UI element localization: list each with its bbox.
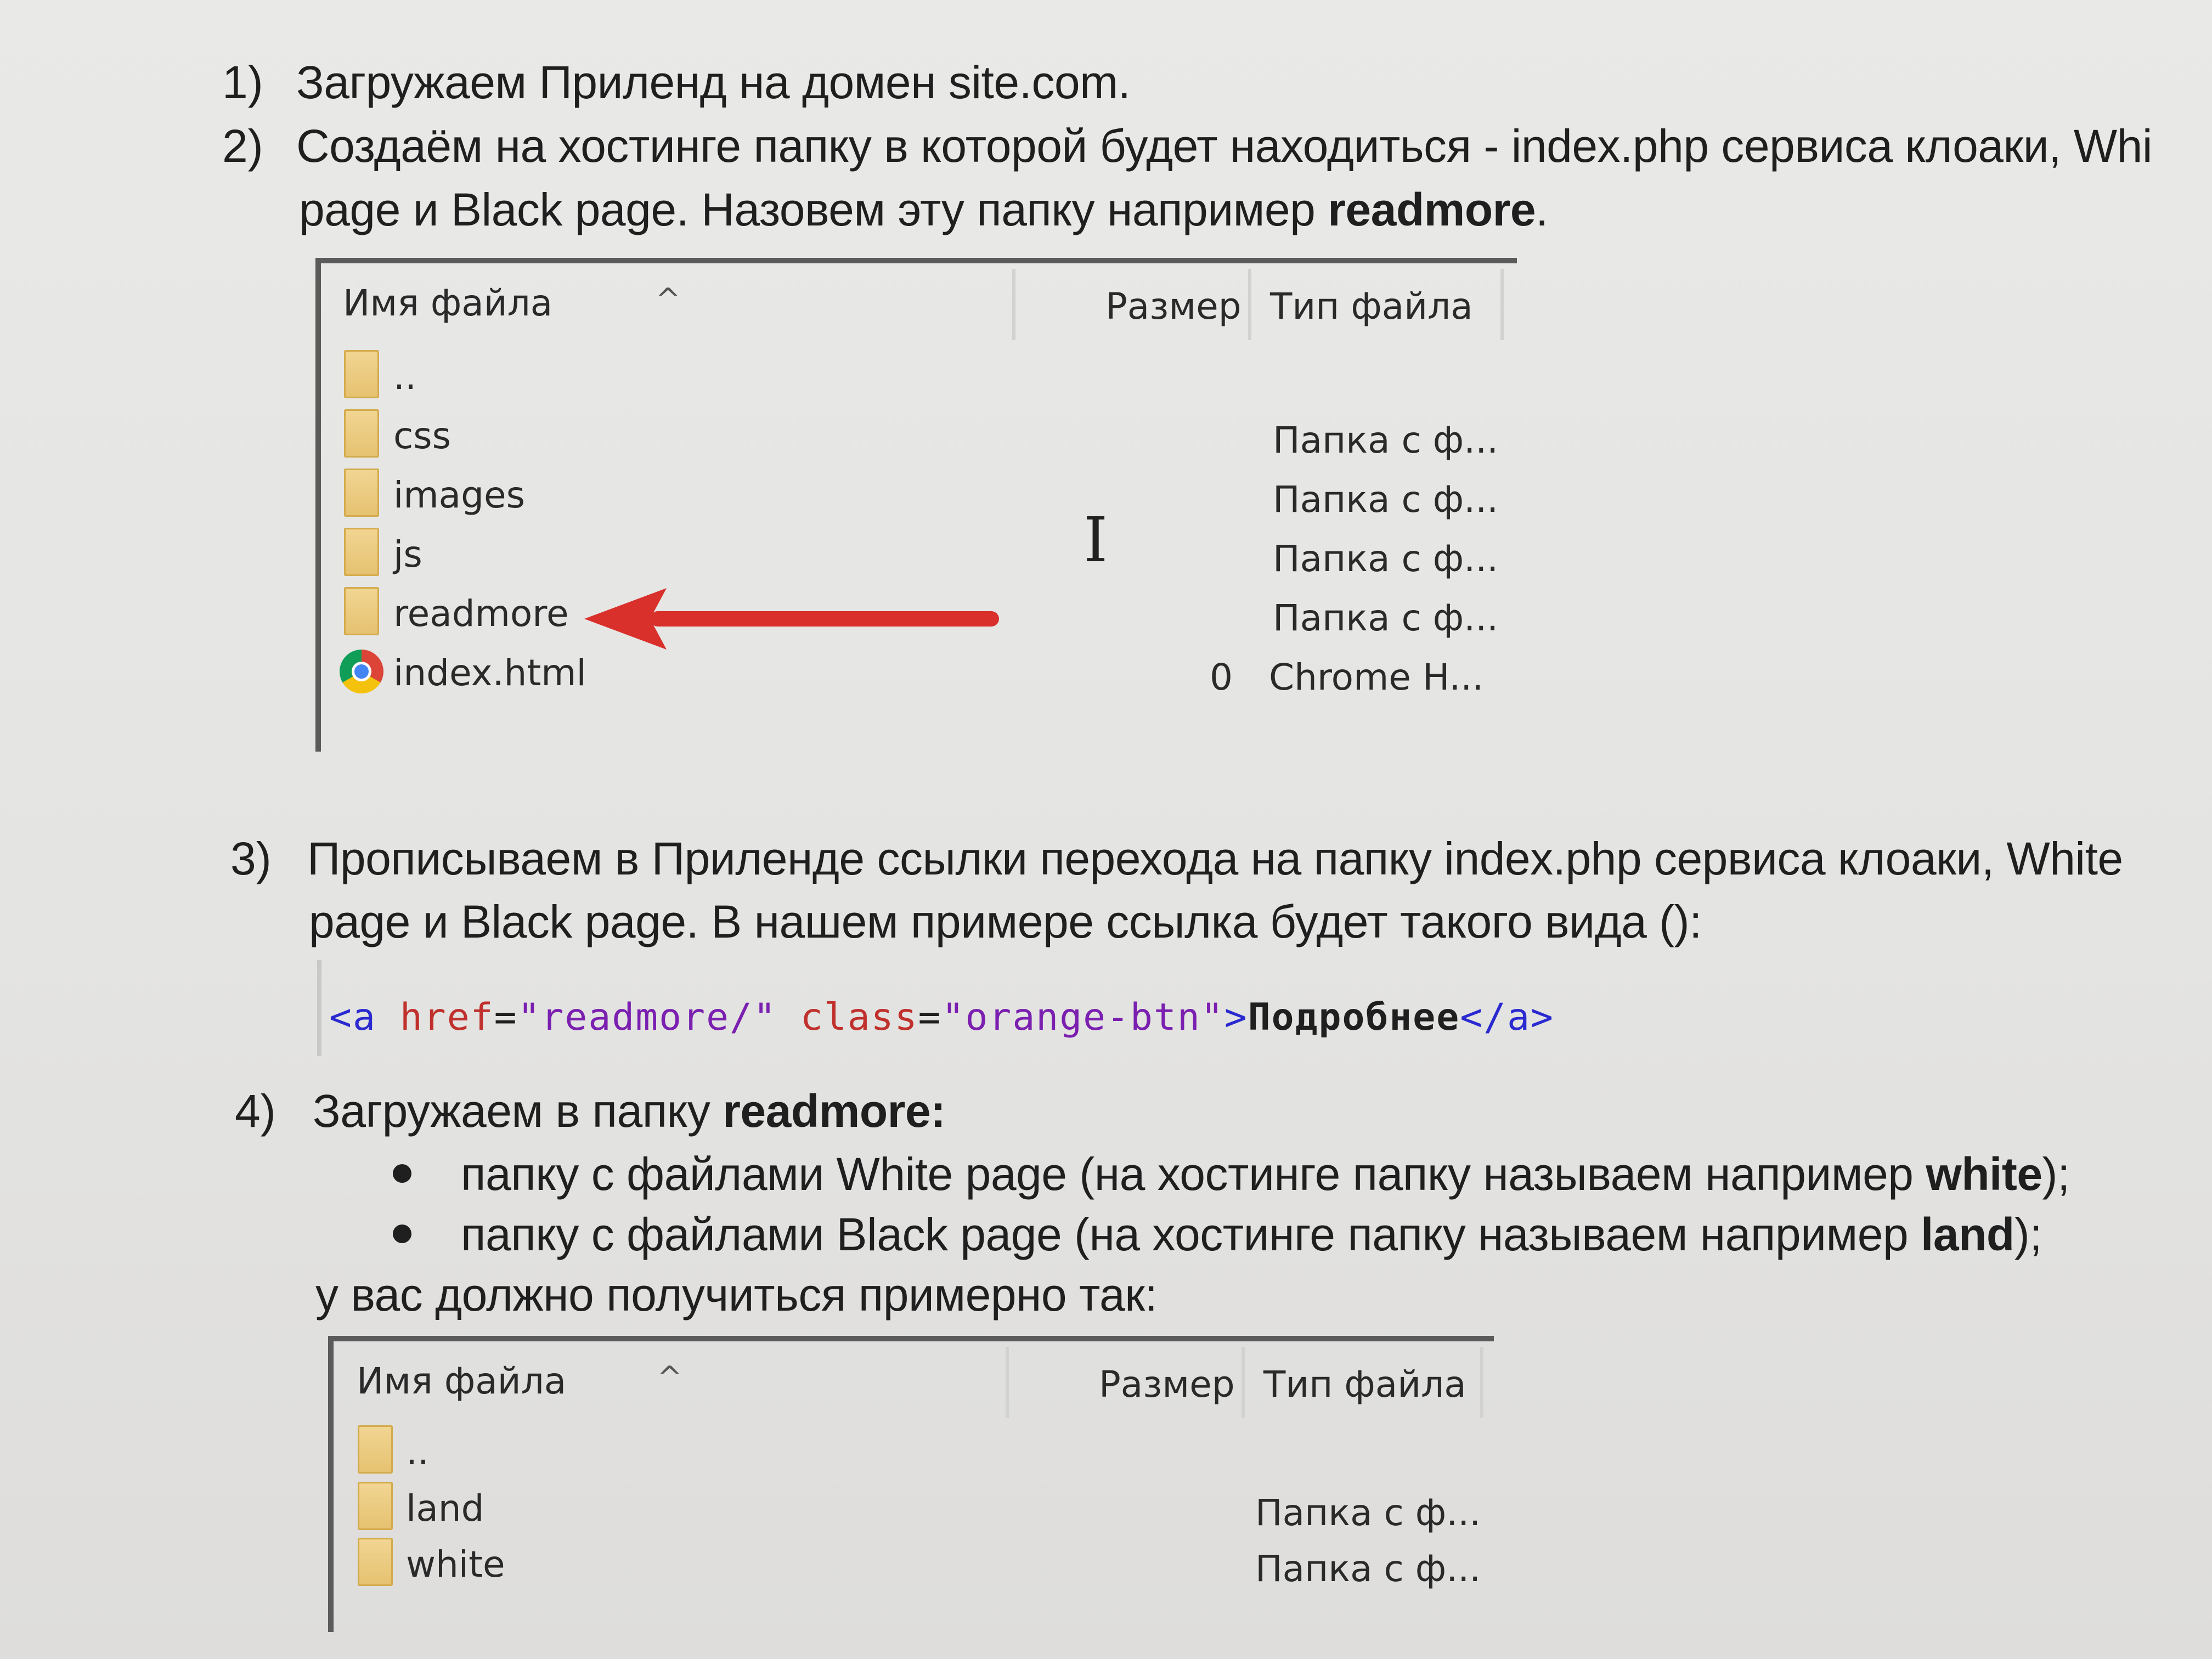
file-type: Chrome H... [1269,656,1484,698]
column-header-name[interactable]: Имя файла [343,282,553,324]
file-name: index.html [393,652,586,694]
step-2-number: 2) [222,120,263,172]
code-value-href: "readmore/" [517,996,777,1039]
chrome-icon [340,650,383,693]
code-attr-class: class [800,996,918,1039]
step-3-number: 3) [230,833,272,884]
code-space [777,996,800,1039]
step-4-footer: у вас должно получиться примерно так: [315,1269,1158,1321]
code-equals: = [494,996,518,1039]
bullet-icon [393,1224,411,1243]
step-1-number: 1) [222,57,263,108]
step-2-line-2-text: page и Black page. Назовем эту папку например [299,184,1328,235]
code-tag-open: <a [329,996,400,1039]
column-header-size[interactable]: Размер [1099,1363,1235,1406]
file-row[interactable] [321,523,1517,583]
file-type: Папка с ф... [1273,419,1499,461]
file-name: images [393,474,525,516]
red-arrow-icon [584,587,1023,653]
file-list-header [334,1341,1494,1424]
file-row[interactable] [334,1477,1494,1537]
column-divider[interactable] [1006,1347,1009,1418]
step-3-line-2: page и Black page. В нашем примере ссылка будет такого вида (): [309,896,1702,947]
folder-icon [344,528,379,576]
code-block-border [317,960,321,1056]
step-2-line-2-end: . [1536,184,1548,235]
step-2-line-1: Создаём на хостинге папку в которой будет находиться - index.php сервиса клоаки, Whi [296,120,2153,172]
folder-icon [344,350,379,398]
step-4-folder-name: readmore: [723,1085,946,1137]
column-divider[interactable] [1248,269,1251,340]
column-header-size[interactable]: Размер [1105,285,1242,328]
file-type: Папка с ф... [1273,597,1499,639]
file-row[interactable] [321,405,1517,464]
folder-icon [358,1538,393,1586]
step-4-number: 4) [235,1085,276,1137]
file-type: Папка с ф... [1255,1548,1481,1590]
text-cursor-icon: I [1084,505,1108,576]
file-type: Папка с ф... [1273,478,1499,521]
file-panel-readmore-root [315,258,1517,752]
file-name: readmore [393,592,569,635]
step-2-folder-name: readmore [1328,184,1536,235]
file-name: .. [406,1431,429,1473]
step-3-line-1: Прописываем в Приленде ссылки перехода на папку index.php сервиса клоаки, White [307,833,2123,884]
code-tag-gt: > [1224,996,1248,1039]
folder-icon [358,1425,393,1474]
column-header-name[interactable]: Имя файла [357,1360,567,1402]
column-header-type[interactable]: Тип файла [1270,285,1473,328]
file-name: css [393,415,452,457]
code-tag-close: </a> [1460,996,1554,1039]
step-2-line-2 [299,182,1548,237]
bullet-2-text: папку с файлами Black page (на хостинге папку называем например [461,1209,1921,1260]
bullet-2-end: ); [2014,1209,2042,1260]
column-divider[interactable] [1242,1347,1245,1418]
bullet-1-folder: white [1926,1148,2042,1200]
bullet-1-text: папку с файлами White page (на хостинге папку называем например [461,1148,1926,1200]
file-panel-readmore-folder [328,1336,1494,1632]
step-4-bullet-1 [461,1147,2070,1201]
folder-icon [344,469,379,517]
file-type: Папка с ф... [1273,538,1499,580]
column-divider[interactable] [1480,1347,1483,1418]
column-divider[interactable] [1012,269,1015,340]
step-1-text: Загружаем Приленд на домен site.com. [296,57,1131,108]
step-4-title-text: Загружаем в папку [313,1085,723,1137]
file-size: 0 [1210,656,1233,698]
sort-ascending-icon: ^ [656,282,681,317]
folder-icon [344,409,379,458]
file-name: .. [393,356,416,398]
file-row[interactable] [321,464,1517,523]
bullet-1-end: ); [2042,1148,2070,1200]
code-snippet [329,993,1554,1042]
code-attr-href: href [399,996,494,1039]
column-header-type[interactable]: Тип файла [1263,1363,1466,1406]
file-row[interactable] [334,1421,1494,1480]
code-equals: = [918,996,942,1039]
bullet-2-folder: land [1921,1209,2015,1260]
bullet-icon [393,1164,411,1183]
sort-ascending-icon: ^ [657,1360,682,1395]
code-link-text: Подробнее [1248,996,1460,1039]
file-name: js [393,533,422,575]
file-row[interactable] [321,346,1517,405]
step-4-title [313,1084,946,1138]
file-name: white [406,1543,505,1585]
folder-icon [344,587,379,635]
file-name: land [406,1487,484,1530]
file-row[interactable] [334,1533,1494,1593]
code-value-class: "orange-btn" [941,996,1224,1039]
folder-icon [358,1482,393,1530]
column-divider[interactable] [1500,269,1504,340]
file-type: Папка с ф... [1255,1492,1481,1534]
file-list-header [321,263,1517,346]
step-4-bullet-2 [461,1207,2042,1262]
